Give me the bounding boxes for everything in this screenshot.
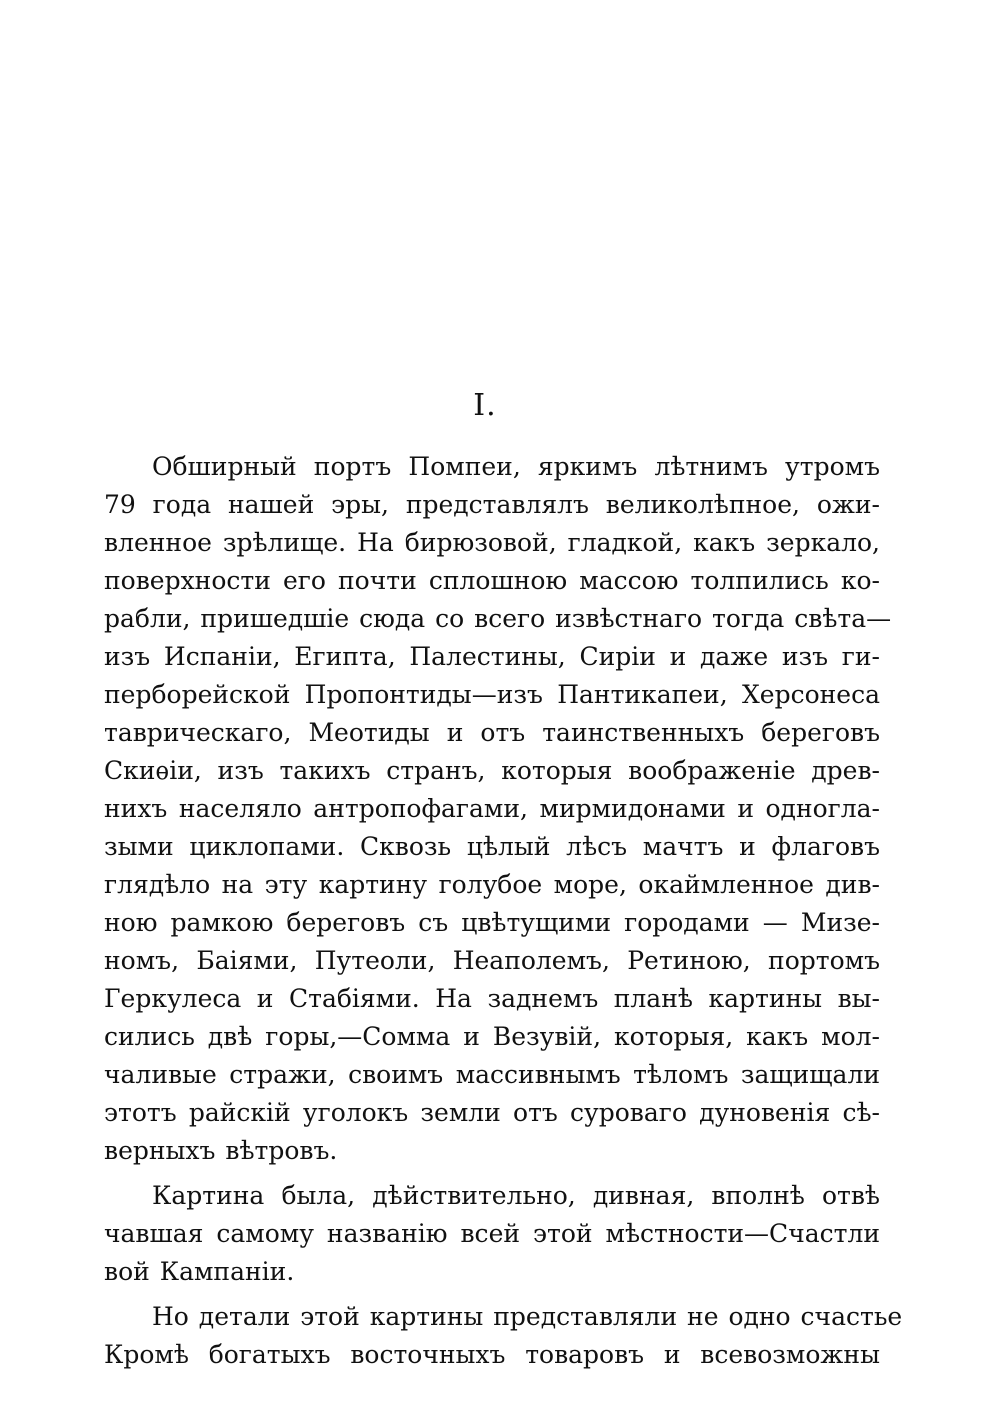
text-line: чавшая самому названію всей этой мѣстности—Счастли: [104, 1219, 880, 1248]
text-line: 79 года нашей эры, представлялъ великолѣпное, ожи-: [104, 490, 880, 519]
text-line: сились двѣ горы,—Сомма и Везувій, которыя, какъ мол-: [104, 1022, 880, 1051]
text-line: нихъ населяло антропофагами, мирмидонами и одногла-: [104, 794, 880, 823]
text-line: Геркулеса и Стабіями. На заднемъ планѣ картины вы-: [104, 984, 880, 1013]
text-line: рабли, пришедшіе сюда со всего извѣстнаго тогда свѣта—: [104, 604, 892, 633]
text-line: вой Кампаніи.: [104, 1257, 295, 1286]
text-line: этотъ райскій уголокъ земли отъ суроваго дуновенія сѣ-: [104, 1098, 880, 1127]
text-line: изъ Испаніи, Египта, Палестины, Сиріи и даже изъ ги-: [104, 642, 880, 671]
paragraph-gap: [104, 1170, 880, 1177]
text-line: Кромѣ богатыхъ восточныхъ товаровъ и всевозможны: [104, 1340, 880, 1369]
paragraph-1: [104, 448, 892, 1170]
paragraph-gap: [104, 1291, 880, 1298]
paragraph-2: [104, 1177, 880, 1291]
text-line: зыми циклопами. Сквозь цѣлый лѣсъ мачтъ и флаговъ: [104, 832, 880, 861]
text-line: таврическаго, Меотиды и отъ таинственныхъ береговъ: [104, 718, 880, 747]
chapter-text: [104, 448, 903, 1374]
text-line: верныхъ вѣтровъ.: [104, 1136, 338, 1165]
paragraph-3: [104, 1298, 903, 1374]
text-line: перборейской Пропонтиды—изъ Пантикапеи, Херсонеса: [104, 680, 880, 709]
text-line: Но детали этой картины представляли не одно счастье: [152, 1302, 903, 1331]
text-line: чаливые стражи, своимъ массивнымъ тѣломъ защищали: [104, 1060, 880, 1089]
text-line: Обширный портъ Помпеи, яркимъ лѣтнимъ утромъ: [152, 452, 880, 481]
text-line: поверхности его почти сплошною массою толпились ко-: [104, 566, 880, 595]
text-line: номъ, Баіями, Путеоли, Неаполемъ, Ретиною, портомъ: [104, 946, 880, 975]
chapter-number: I.: [473, 388, 497, 423]
text-line: глядѣло на эту картину голубое море, окаймленное див-: [104, 870, 880, 899]
text-line: Скиѳіи, изъ такихъ странъ, которыя воображеніе древ-: [104, 756, 880, 785]
text-line: вленное зрѣлище. На бирюзовой, гладкой, какъ зеркало,: [104, 528, 880, 557]
text-line: Картина была, дѣйствительно, дивная, вполнѣ отвѣ: [152, 1181, 880, 1210]
text-line: ною рамкою береговъ съ цвѣтущими городами — Мизе-: [104, 908, 880, 937]
